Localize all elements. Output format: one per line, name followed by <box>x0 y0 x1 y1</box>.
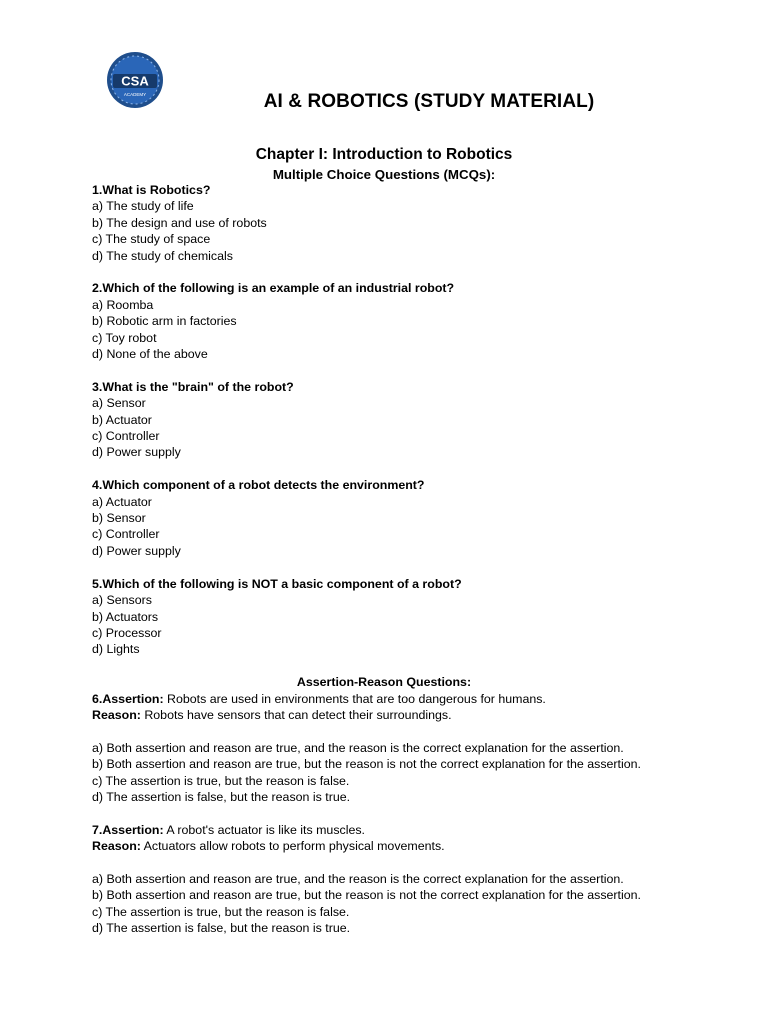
option-c: c) The study of space <box>92 232 211 247</box>
option-d: d) Power supply <box>92 445 181 460</box>
assertion-line <box>92 691 732 707</box>
assertion-reason-options <box>92 871 732 937</box>
option-d: d) The assertion is false, but the reason is true. <box>92 921 351 936</box>
option-c: c) Controller <box>92 429 160 444</box>
assertion-label: 7.Assertion: <box>92 822 164 837</box>
assertion-text: Robots are used in environments that are too dangerous for humans. <box>163 691 546 706</box>
assertion-reason-question-6 <box>92 691 732 806</box>
option-a: a) Roomba <box>92 297 154 312</box>
reason-text: Actuators allow robots to perform physical movements. <box>140 839 445 854</box>
assertion-reason-heading: Assertion-Reason Questions: <box>296 675 472 690</box>
logo-subtext: ACADEMY <box>123 92 147 97</box>
reason-line <box>92 838 732 854</box>
option-b: b) Actuator <box>92 412 152 427</box>
option-d: d) None of the above <box>92 347 208 362</box>
mcq-question-5 <box>92 576 732 658</box>
option-d: d) Power supply <box>92 543 181 558</box>
option-a: a) Both assertion and reason are true, and the reason is the correct explanation for the assertion. <box>92 740 624 755</box>
mcq-section-heading: Multiple Choice Questions (MCQs): <box>272 167 496 182</box>
option-d: d) Lights <box>92 642 140 657</box>
option-c: c) Toy robot <box>92 330 157 345</box>
mcq-question-4 <box>92 477 732 559</box>
mcq-question-1 <box>92 182 732 264</box>
assertion-reason-question-7 <box>92 822 732 937</box>
question-text: 2.Which of the following is an example of an industrial robot? <box>92 281 455 296</box>
question-text: 5.Which of the following is NOT a basic component of a robot? <box>92 576 462 591</box>
logo-text: CSA <box>121 73 149 89</box>
option-a: a) Actuator <box>92 494 152 509</box>
option-a: a) The study of life <box>92 199 194 214</box>
question-text: 4.Which component of a robot detects the environment? <box>92 478 425 493</box>
reason-label: Reason: <box>92 707 141 722</box>
document-title: AI & ROBOTICS (STUDY MATERIAL) <box>263 91 595 112</box>
assertion-reason-options <box>92 740 732 806</box>
option-b: b) Both assertion and reason are true, but the reason is not the correct explanation for the assertion. <box>92 888 641 903</box>
option-b: b) The design and use of robots <box>92 215 267 230</box>
option-d: d) The assertion is false, but the reason is true. <box>92 789 351 804</box>
reason-text: Robots have sensors that can detect their surroundings. <box>140 707 452 722</box>
questions-content <box>92 182 732 953</box>
assertion-line <box>92 822 732 838</box>
mcq-question-3 <box>92 379 732 461</box>
option-c: c) Controller <box>92 527 160 542</box>
option-a: a) Sensors <box>92 593 152 608</box>
option-b: b) Both assertion and reason are true, but the reason is not the correct explanation for the assertion. <box>92 757 641 772</box>
option-b: b) Robotic arm in factories <box>92 314 237 329</box>
assertion-reason-statements <box>92 691 732 724</box>
option-a: a) Both assertion and reason are true, and the reason is the correct explanation for the assertion. <box>92 871 624 886</box>
option-c: c) The assertion is true, but the reason is false. <box>92 904 350 919</box>
assertion-text: A robot's actuator is like its muscles. <box>163 822 365 837</box>
option-d: d) The study of chemicals <box>92 248 233 263</box>
option-b: b) Sensor <box>92 511 146 526</box>
reason-label: Reason: <box>92 839 141 854</box>
option-b: b) Actuators <box>92 609 159 624</box>
assertion-label: 6.Assertion: <box>92 691 164 706</box>
option-c: c) The assertion is true, but the reason is false. <box>92 773 350 788</box>
question-text: 1.What is Robotics? <box>92 183 211 197</box>
mcq-question-2 <box>92 280 732 362</box>
reason-line <box>92 707 732 723</box>
question-text: 3.What is the "brain" of the robot? <box>92 379 294 394</box>
chapter-title: Chapter I: Introduction to Robotics <box>255 146 513 163</box>
option-c: c) Processor <box>92 625 162 640</box>
option-a: a) Sensor <box>92 396 146 411</box>
assertion-reason-statements <box>92 822 732 855</box>
